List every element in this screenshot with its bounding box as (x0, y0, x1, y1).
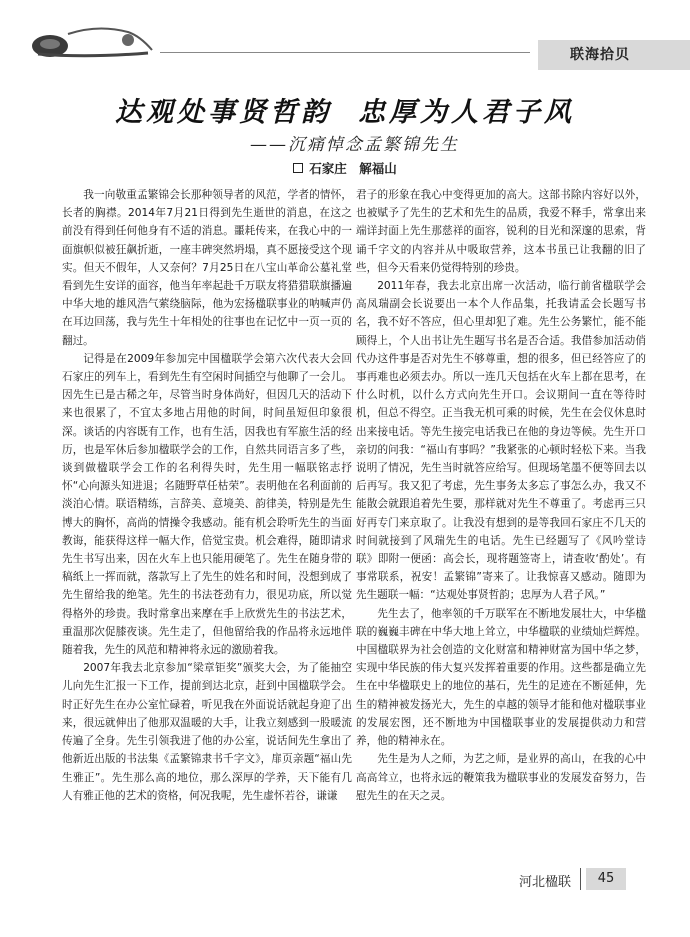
title-part-2: 忠厚为人君子风 (358, 97, 575, 128)
paragraph: 记得是在2009年参加完中国楹联学会第六次代表大会回石家庄的列车上，看到先生有空闲时间插空与他聊了一会儿。因先生已是古稀之年，尽管当时身体尚好，但因几天的活动下来也很累了，不宜太多地占用他的时间，时间虽短但印象很深。谈话的内容既有工作，也有生活，因我也有军旅生活的经历，也是军休后参加楹联学会的工作，自然共同语言多了些，谈到做楹联学会工作的名利得失时，先生用一幅联铭志抒怀“心向源头知进退；名随野草任枯荣”。表明他在名利面前的淡泊心情。联语精练，言辞美、意境美、韵律美，特别是先生博大的胸怀，高尚的情操令我感动。能有机会聆听先生的当面教诲，能获得这样一幅大作，倍觉宝贵。机会难得，随即请求先生书写出来，因在火车上也只能用硬笔了。先生在随身带的稿纸上一挥而就，落款写上了先生的姓名和时间，没想到成了先生留给我的绝笔。先生的书法苍劲有力，很见功底，所以觉得格外的珍贵。我时常拿出来摩在手上欣赏先生的书法艺术，重温那次促膝夜谈。先生走了，但他留给我的作品将永远地伴随着我，先生的风范和精神将永远的激励着我。 (62, 352, 352, 657)
square-bullet-icon (293, 163, 303, 173)
section-tag: 联海拾贝 (538, 40, 690, 70)
author: 石家庄 解福山 (309, 161, 397, 176)
paragraph: 先生去了，他率领的千万联军在不断地发展壮大，中华楹联的巍巍丰碑在中华大地上耸立，中华楹联的业绩灿烂辉煌。中国楹联界为社会创造的文化财富和精神财富为国中华之梦，实现中华民族的伟大复兴发挥着重要的作用。这些都是确立先生在中华楹联史上的地位的基石，先生的足迹在不断延伸，先生的精神被发扬光大，先生的卓越的领导才能和他对楹联事业的发展宏图，还不断地为中国楹联事业的发展提供动力和营养，他的精神永在。 (356, 607, 646, 748)
page-number: 45 (586, 868, 626, 890)
magazine-name: 河北楹联 (519, 875, 572, 890)
left-column (62, 186, 352, 805)
paragraph: 君子的形象在我心中变得更加的高大。这部书除内容好以外，也被赋予了先生的艺术和先生的品质，我爱不释手，常拿出来端详封面上先生那慈祥的面容，锐利的目光和深邃的思索，背诵千字文的内容并从中吸取营养，这本书虽已让我翻的旧了些，但今天看来仍觉得特别的珍贵。 (356, 189, 646, 274)
paragraph: 我一向敬重孟繁锦会长那种领导者的风范，学者的情怀，长者的胸襟。2014年7月21日得到先生逝世的消息，在这之前没有得到任何他身有不适的消息。噩耗传来，在我心中的一面旗帜似被狂飙折逝，一座丰碑突然坍塌，真不愿接受这个现实。但天不假年，人又奈何？7月25日在八宝山革命公墓礼堂看到先生安详的面容，他当年率起赴千万联友将猎猎联旗播遍中华大地的雄风浩气萦绕脑际，他为宏扬楹联事业的呐喊声仍在耳边回荡，我与先生十年相处的往事也在记忆中一页一页的翻过。 (62, 189, 352, 347)
paragraph: 先生是为人之师，为艺之师，是业界的高山，在我的心中高高耸立，也将永远的鞭策我为楹联事业的发展发奋努力，告慰先生的在天之灵。 (356, 753, 646, 802)
decorative-ornament-icon (28, 20, 158, 60)
header-rule (160, 52, 530, 53)
title-part-1: 达观处事贤哲韵 (115, 97, 332, 128)
article-subtitle: ——沉痛悼念孟繁锦先生 (250, 135, 459, 155)
article-title (0, 90, 690, 129)
paragraph: 2011年春，我去北京出席一次活动，临行前省楹联学会高凤瑞副会长说要出一本个人作品集，托我请孟会长题写书名，我不好不答应，但心里却犯了难。先生公务繁忙，能不能顾得上，个人出书让先生题写书名是否合适。我借参加活动俏代办这件事是否对先生不够尊重，想的很多，但已经答应了的事再难也必须去办。所以一连几天包括在火车上都在思考，在什么时机，以什么方式向先生开口。会议期间一直在等待时机，但总不得空。正当我无机可乘的时候，先生在会仪休息时出来接电话。等先生接完电话我已在他的身边等候。先生开口亲切的问我：“福山有事吗？”我紧张的心顿时轻松下来。当我说明了情况，先生当时就答应给写。但现场笔墨不便等回去以后再写。我又犯了考虑，先生事务太多忘了事怎么办，我又不能散会就跟追着先生要，那样就对先生不尊重了。考虑再三只好再专门来京取了。让我没有想到的是等我回石家庄不几天的时间就接到了风瑞先生的电话。先生已经题写了《风吟堂诗联》即附一便函：高会长，现将题签寄上，请查收‘酌处’。有事常联系，祝安！孟繁锦”寄来了。让我惊喜又感动。随即为先生题联一幅：“达观处事贤哲韵；忠厚为人君子风。” (356, 280, 646, 602)
page-header (0, 0, 690, 75)
right-column (356, 186, 646, 805)
paragraph: 2007年我去北京参加“梁章钜奖”颁奖大会，为了能抽空儿向先生汇报一下工作，提前到达北京，赶到中国楹联学会。时正好先生在办公室忙碌着，听见我在外面说话就起身迎了出来，很远就伸出了他那双温暖的大手，让我立刻感到一股暖流传遍了全身。先生引领我进了他的办公室，说话间先生拿出了他新近出版的书法集《孟繁锦隶书千字文》，扉页亲题“福山先生雅正”。先生那么高的地位，那么深厚的学养，天下能有几人有雅正他的艺术的资格，何况我呢，先生虚怀若谷，谦谦 (62, 662, 352, 802)
footer-divider (580, 868, 581, 890)
byline (0, 159, 690, 177)
